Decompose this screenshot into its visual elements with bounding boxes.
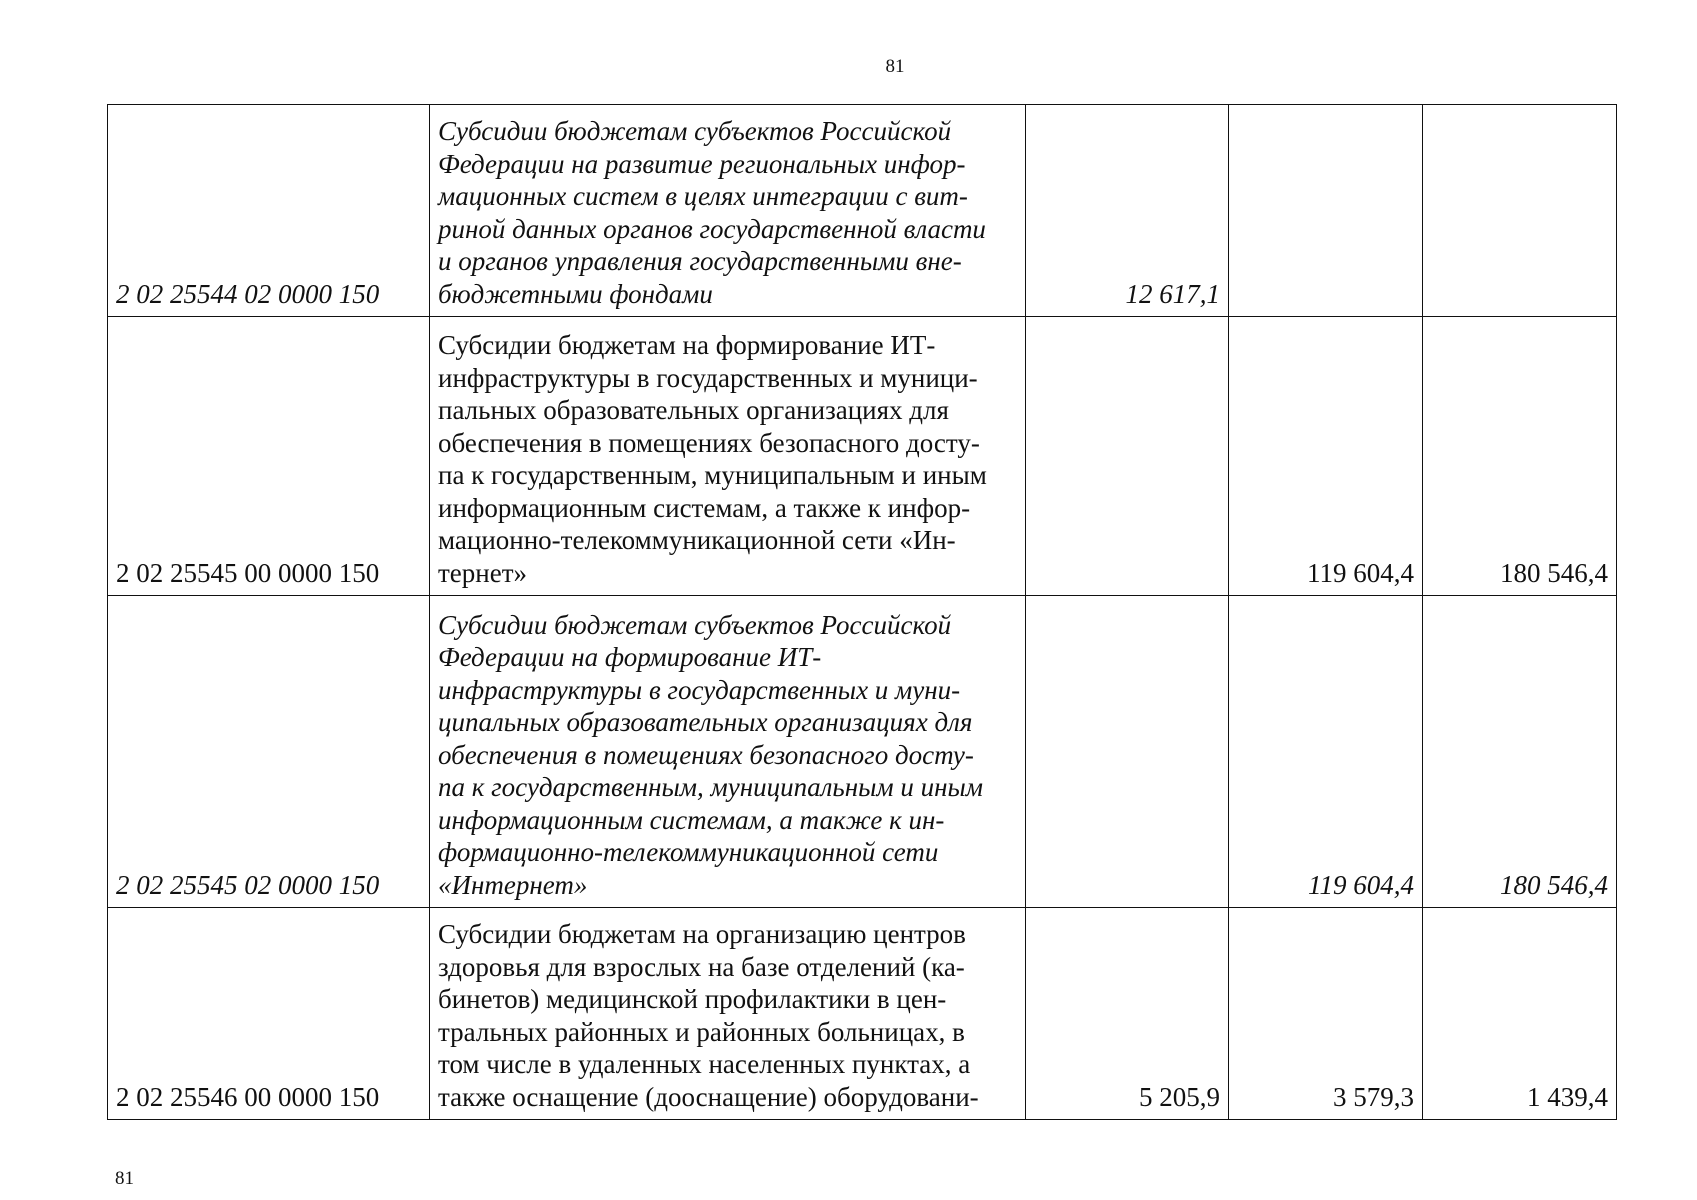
name-line: ципальных образовательных организациях для — [438, 707, 973, 737]
name-line: «Интернет» — [438, 869, 588, 900]
amount-year-1-cell: 5 205,9 — [1026, 908, 1229, 1120]
name-line: инфраструктуры в государственных и муници- — [438, 362, 978, 393]
amount-year-3-cell: 180 546,4 — [1423, 317, 1617, 596]
name-line: информационным системам, а также к ин- — [438, 804, 945, 835]
name-line: мационных систем в целях интеграции с вит- — [438, 181, 968, 211]
amount-year-2-cell: 119 604,4 — [1229, 317, 1423, 596]
name-line: также оснащение (дооснащение) оборудовани- — [438, 1081, 979, 1112]
name-line: формационно-телекоммуникационной сети — [438, 837, 939, 867]
name-line: пальных образовательных организациях для — [438, 395, 949, 425]
name-line: информационным системам, а также к инфор- — [438, 492, 971, 523]
name-line: мационно-телекоммуникационной сети «Ин- — [438, 525, 956, 555]
name-line: Федерации на развитие региональных инфор- — [438, 148, 966, 179]
table-row — [108, 317, 1617, 596]
revenue-name-cell — [430, 317, 1026, 596]
name-line: Субсидии бюджетам на формирование ИТ- — [438, 330, 936, 360]
amount-year-3-cell: 180 546,4 — [1423, 596, 1617, 908]
amount-year-3-cell — [1423, 105, 1617, 317]
revenue-name-cell — [430, 596, 1026, 908]
budget-code-cell: 2 02 25546 00 0000 150 — [108, 908, 430, 1120]
budget-revenue-table — [107, 104, 1617, 1120]
table-row — [108, 596, 1617, 908]
name-line: Субсидии бюджетам субъектов Российской — [438, 116, 952, 146]
table-row — [108, 908, 1617, 1120]
name-line: бинетов) медицинской профилактики в цен- — [438, 984, 947, 1014]
name-line: бюджетными фондами — [438, 278, 713, 309]
name-line: па к государственным, муниципальным и иным — [438, 460, 987, 490]
budget-code-cell: 2 02 25545 02 0000 150 — [108, 596, 430, 908]
name-line: тральных районных и районных больницах, в — [438, 1016, 965, 1047]
name-line: инфраструктуры в государственных и муни- — [438, 674, 961, 705]
page-number-top: 81 — [885, 56, 905, 77]
name-line: па к государственным, муниципальным и иным — [438, 772, 984, 802]
amount-year-3-cell: 1 439,4 — [1423, 908, 1617, 1120]
name-line: тернет» — [438, 557, 528, 588]
name-line: Субсидии бюджетам субъектов Российской — [438, 609, 952, 640]
name-line: риной данных органов государственной власти — [438, 213, 986, 244]
name-line: Субсидии бюджетам на организацию центров — [438, 919, 966, 949]
amount-year-1-cell — [1026, 596, 1229, 908]
name-line: обеспечения в помещениях безопасного досту- — [438, 739, 974, 770]
amount-year-1-cell — [1026, 317, 1229, 596]
budget-code-cell: 2 02 25544 02 0000 150 — [108, 105, 430, 317]
name-line: здоровья для взрослых на базе отделений (ка- — [438, 951, 965, 982]
revenue-name-cell — [430, 908, 1026, 1120]
revenue-name-cell — [430, 105, 1026, 317]
amount-year-1-cell: 12 617,1 — [1026, 105, 1229, 317]
name-line: том числе в удаленных населенных пунктах, а — [438, 1049, 971, 1079]
amount-year-2-cell: 3 579,3 — [1229, 908, 1423, 1120]
amount-year-2-cell: 119 604,4 — [1229, 596, 1423, 908]
table-row — [108, 105, 1617, 317]
budget-code-cell: 2 02 25545 00 0000 150 — [108, 317, 430, 596]
amount-year-2-cell — [1229, 105, 1423, 317]
page-number-bottom: 81 — [115, 1168, 134, 1189]
name-line: Федерации на формирование ИТ- — [438, 642, 822, 672]
name-line: и органов управления государственными вне- — [438, 246, 962, 276]
name-line: обеспечения в помещениях безопасного досту- — [438, 427, 980, 458]
